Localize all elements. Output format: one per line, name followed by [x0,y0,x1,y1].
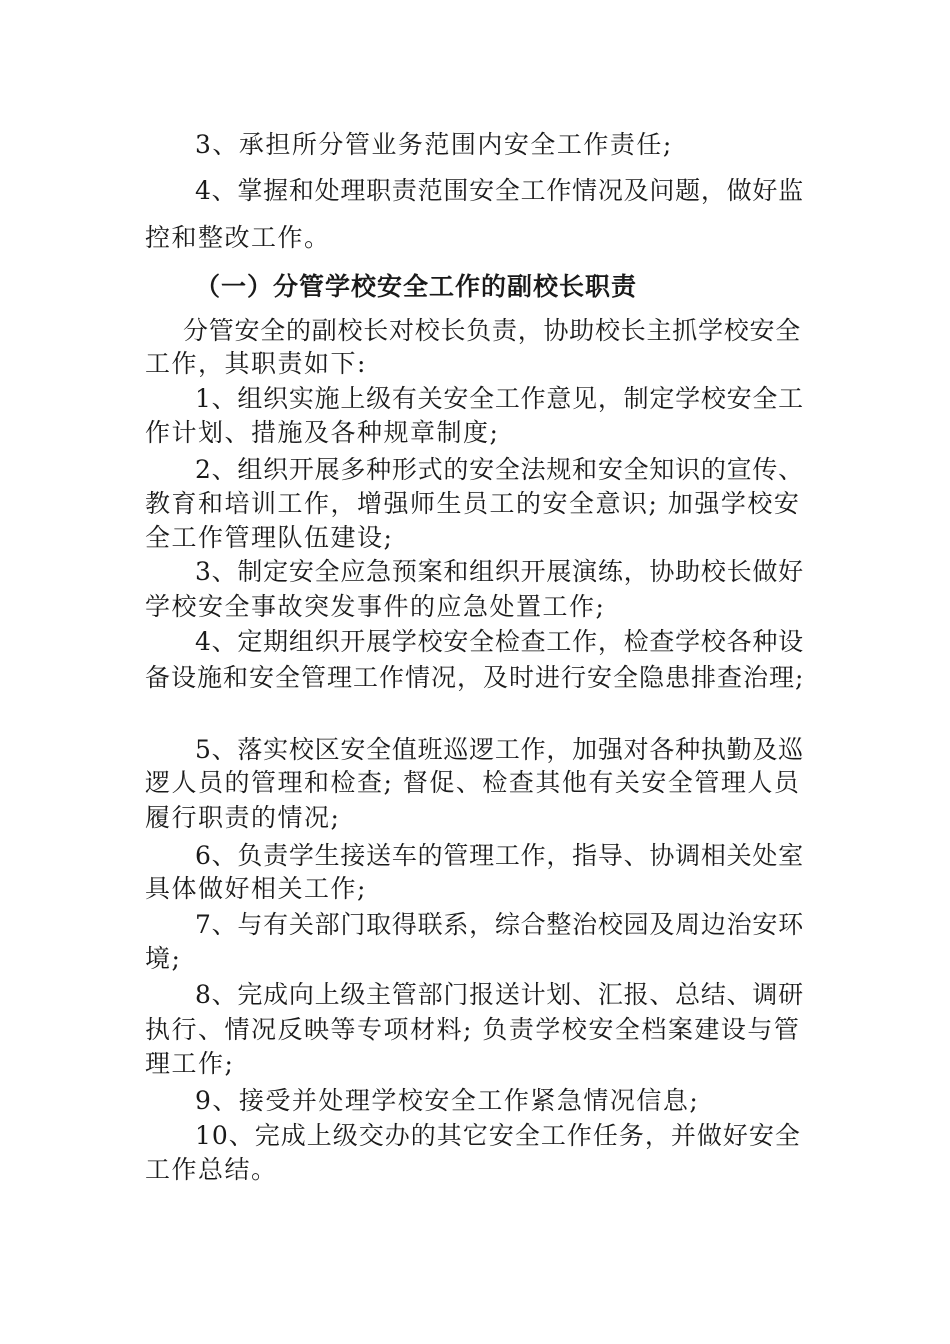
duty-7-line-2: 境; [145,944,182,973]
intro-line-1: 分管安全的副校长对校长负责，协助校长主抓学校安全 [183,316,802,345]
duty-9-line-1: 9、接受并处理学校安全工作紧急情况信息; [195,1086,700,1115]
duty-10-line-1: 10、完成上级交办的其它安全工作任务，并做好安全 [195,1121,801,1150]
intro-line-2: 工作，其职责如下: [145,349,367,378]
duty-4-line-2: 备设施和安全管理工作情况，及时进行安全隐患排查治理; [145,663,805,692]
duty-5-line-3: 履行职责的情况; [145,803,341,832]
duty-2-line-1: 2、组织开展多种形式的安全法规和安全知识的宣传、 [195,455,804,484]
paragraph-item-4-line-2: 控和整改工作。 [145,223,331,252]
duty-3-line-1: 3、制定安全应急预案和组织开展演练，协助校长做好 [195,557,804,586]
paragraph-item-4-line-1: 4、掌握和处理职责范围安全工作情况及问题，做好监 [195,176,804,205]
duty-2-line-3: 全工作管理队伍建设; [145,523,394,552]
duty-6-line-1: 6、负责学生接送车的管理工作，指导、协调相关处室 [195,841,804,870]
paragraph-item-3: 3、承担所分管业务范围内安全工作责任; [195,130,673,159]
duty-5-line-2: 逻人员的管理和检查; 督促、检查其他有关安全管理人员 [145,768,801,797]
duty-3-line-2: 学校安全事故突发事件的应急处置工作; [145,592,606,621]
duty-5-line-1: 5、落实校区安全值班巡逻工作，加强对各种执勤及巡 [195,735,804,764]
duty-8-line-2: 执行、情况反映等专项材料; 负责学校安全档案建设与管 [145,1015,801,1044]
duty-1-line-1: 1、组织实施上级有关安全工作意见，制定学校安全工 [195,384,804,413]
duty-10-line-2: 工作总结。 [145,1155,278,1184]
duty-6-line-2: 具体做好相关工作; [145,874,367,903]
duty-8-line-1: 8、完成向上级主管部门报送计划、汇报、总结、调研 [195,980,804,1009]
duty-2-line-2: 教育和培训工作，增强师生员工的安全意识; 加强学校安 [145,489,801,518]
duty-1-line-2: 作计划、措施及各种规章制度; [145,418,500,447]
duty-4-line-1: 4、定期组织开展学校安全检查工作，检查学校各种设 [195,627,804,656]
section-heading: （一）分管学校安全工作的副校长职责 [195,272,638,301]
duty-8-line-3: 理工作; [145,1049,235,1078]
duty-7-line-1: 7、与有关部门取得联系，综合整治校园及周边治安环 [195,910,804,939]
